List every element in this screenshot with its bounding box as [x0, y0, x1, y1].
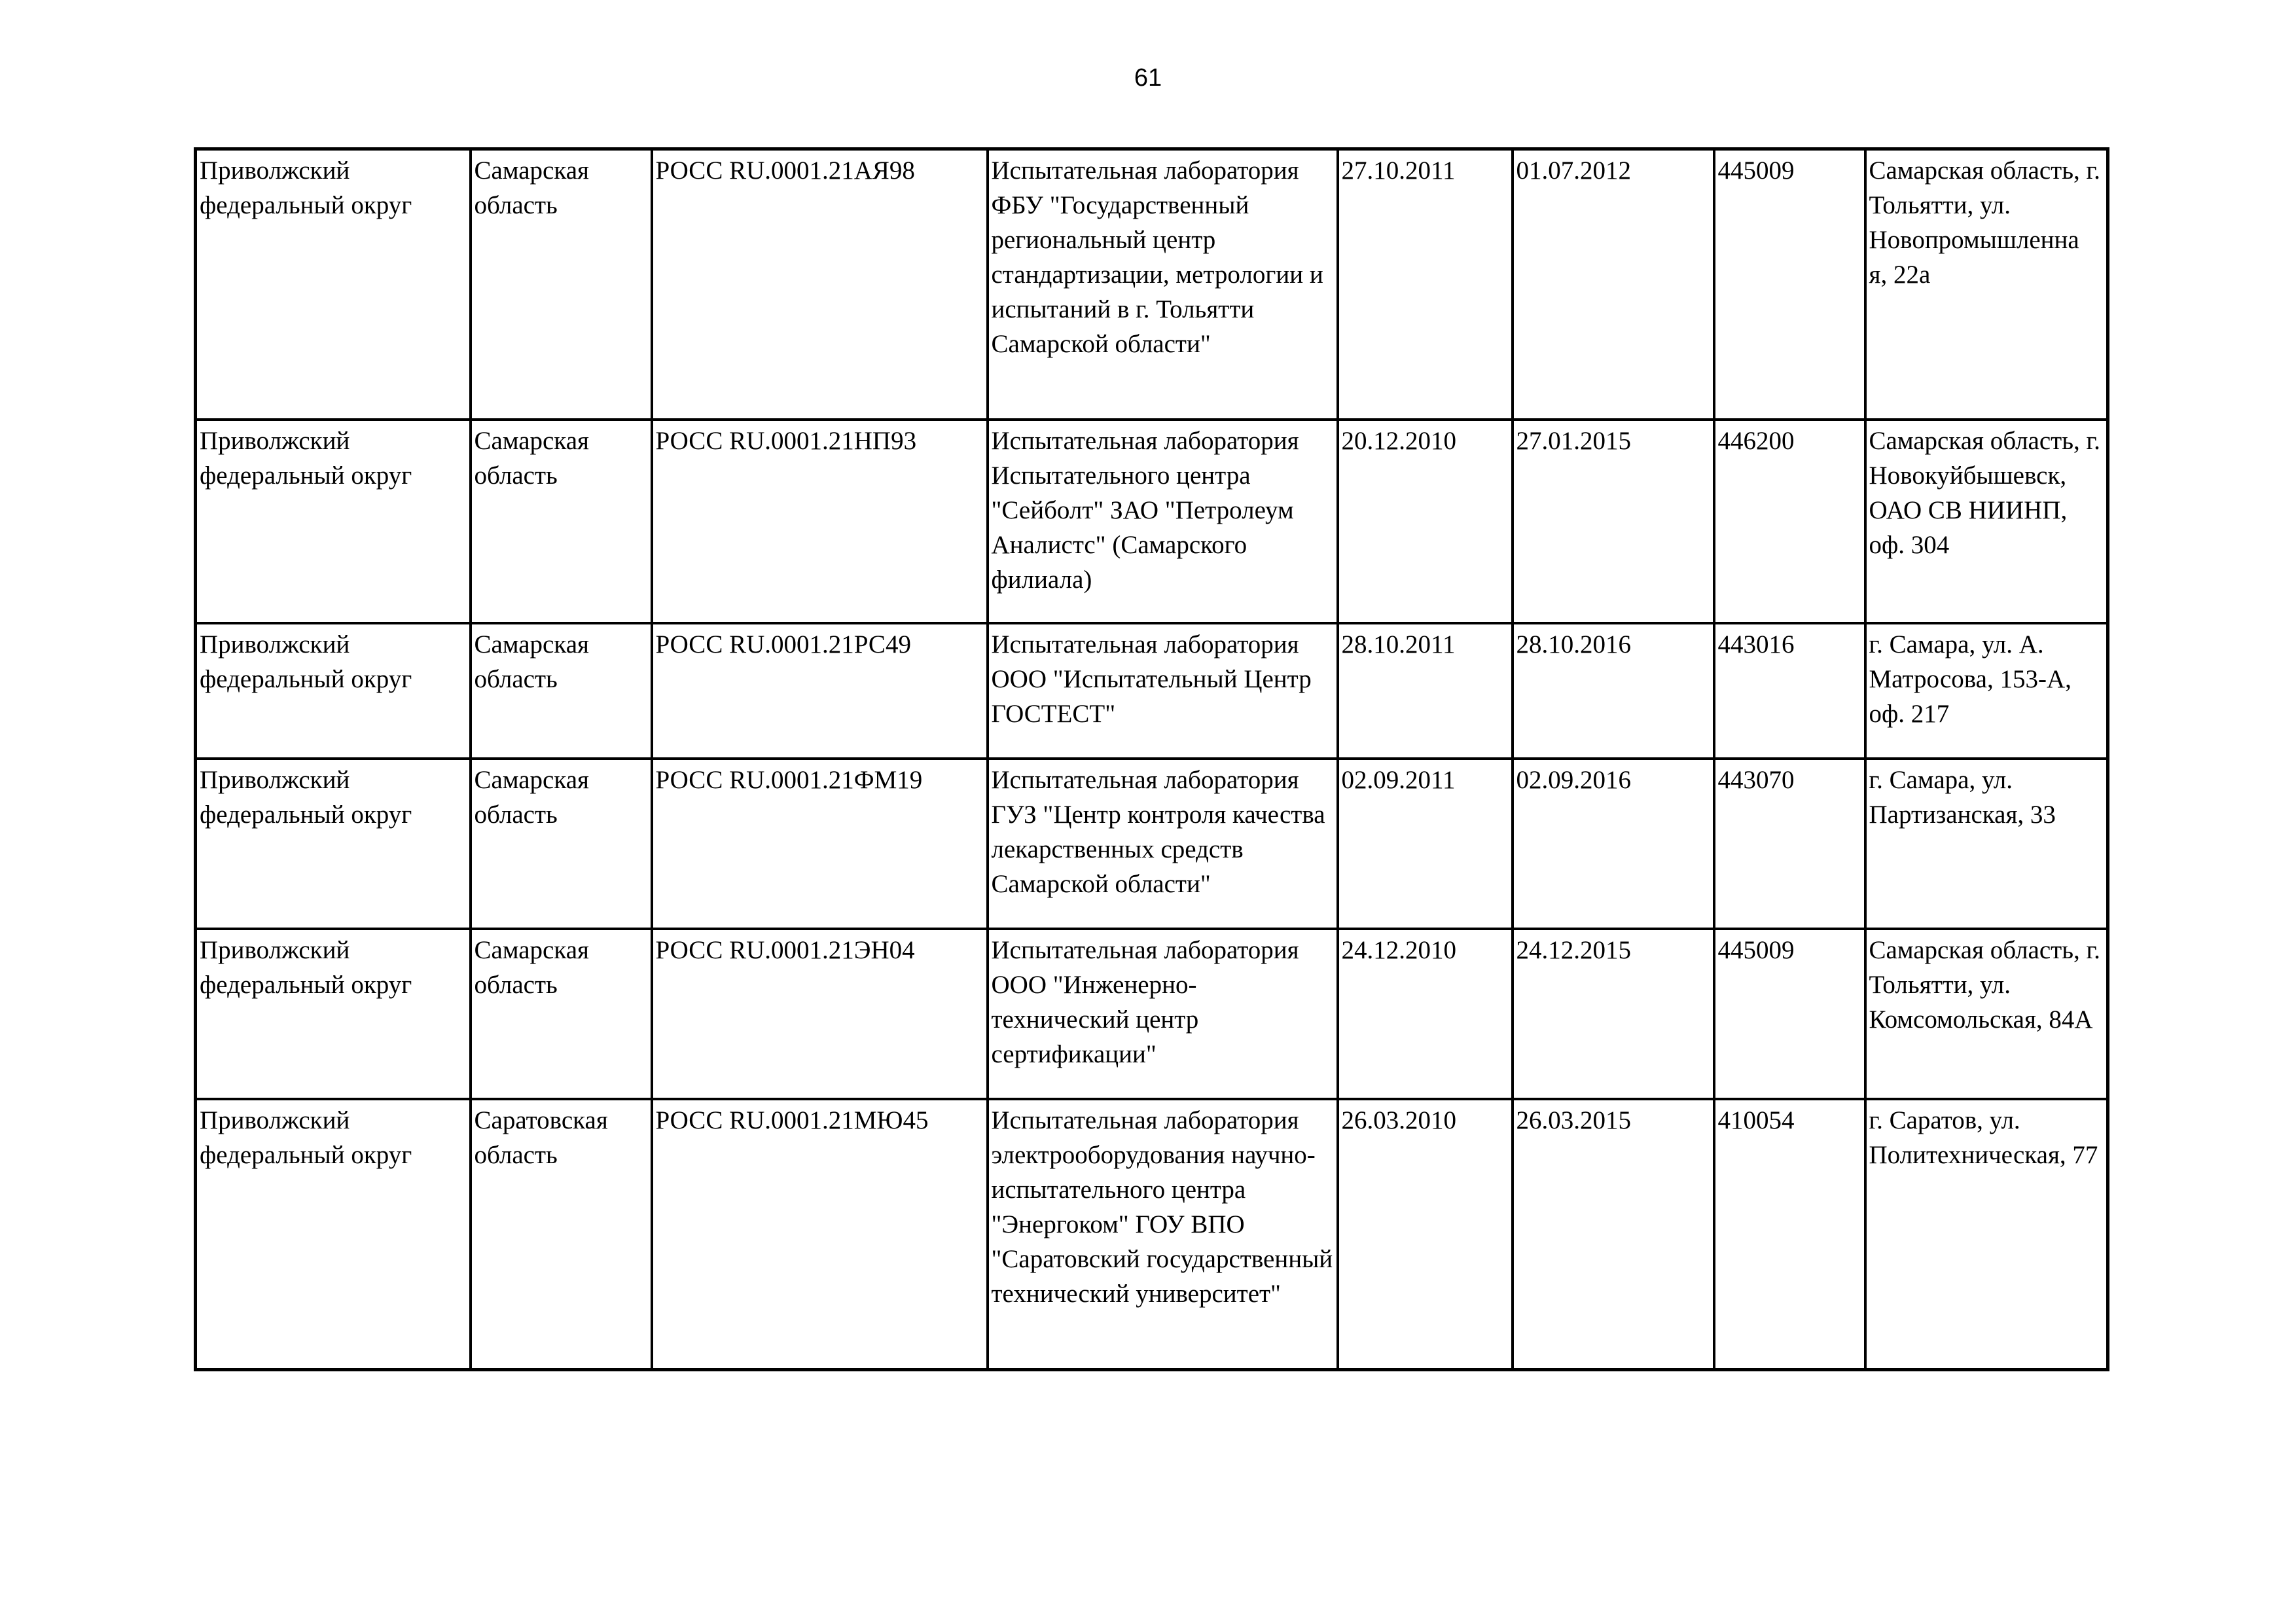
- laboratory-name-cell: Испытательная лаборатория ООО "Инженерно-технический центр сертификации": [988, 929, 1338, 1099]
- registration-number-cell: РОСС RU.0001.21НП93: [652, 420, 988, 623]
- date-from-cell: 28.10.2011: [1338, 623, 1513, 759]
- registration-number-cell: РОСС RU.0001.21МЮ45: [652, 1099, 988, 1370]
- district-cell: Приволжский федеральный округ: [196, 420, 471, 623]
- date-from-cell: 20.12.2010: [1338, 420, 1513, 623]
- registration-number-cell: РОСС RU.0001.21АЯ98: [652, 149, 988, 420]
- table-row: [196, 149, 2108, 420]
- region-cell: Самарская область: [471, 929, 652, 1099]
- date-to-cell: 26.03.2015: [1513, 1099, 1714, 1370]
- address-cell: г. Саратов, ул. Политехническая, 77: [1865, 1099, 2108, 1370]
- date-to-cell: 01.07.2012: [1513, 149, 1714, 420]
- registration-number-cell: РОСС RU.0001.21ФМ19: [652, 759, 988, 929]
- district-cell: Приволжский федеральный округ: [196, 1099, 471, 1370]
- district-cell: Приволжский федеральный округ: [196, 759, 471, 929]
- laboratory-name-cell: Испытательная лаборатория ГУЗ "Центр контроля качества лекарственных средств Самарской области": [988, 759, 1338, 929]
- postcode-cell: 445009: [1714, 149, 1865, 420]
- date-to-cell: 28.10.2016: [1513, 623, 1714, 759]
- district-cell: Приволжский федеральный округ: [196, 149, 471, 420]
- laboratory-registry-table: [194, 147, 2109, 1371]
- table-row: [196, 929, 2108, 1099]
- laboratory-name-cell: Испытательная лаборатория ФБУ "Государственный региональный центр стандартизации, метрологии и испытаний в г. Тольятти Самарской области": [988, 149, 1338, 420]
- date-to-cell: 27.01.2015: [1513, 420, 1714, 623]
- date-from-cell: 02.09.2011: [1338, 759, 1513, 929]
- region-cell: Самарская область: [471, 420, 652, 623]
- table-row: [196, 420, 2108, 623]
- district-cell: Приволжский федеральный округ: [196, 929, 471, 1099]
- registration-number-cell: РОСС RU.0001.21РС49: [652, 623, 988, 759]
- region-cell: Самарская область: [471, 759, 652, 929]
- postcode-cell: 443070: [1714, 759, 1865, 929]
- registration-number-cell: РОСС RU.0001.21ЭН04: [652, 929, 988, 1099]
- date-from-cell: 24.12.2010: [1338, 929, 1513, 1099]
- address-cell: Самарская область, г. Тольятти, ул. Комсомольская, 84А: [1865, 929, 2108, 1099]
- date-to-cell: 02.09.2016: [1513, 759, 1714, 929]
- address-cell: г. Самара, ул. Партизанская, 33: [1865, 759, 2108, 929]
- date-from-cell: 27.10.2011: [1338, 149, 1513, 420]
- postcode-cell: 446200: [1714, 420, 1865, 623]
- district-cell: Приволжский федеральный округ: [196, 623, 471, 759]
- address-cell: Самарская область, г. Тольятти, ул. Новопромышленна я, 22а: [1865, 149, 2108, 420]
- postcode-cell: 443016: [1714, 623, 1865, 759]
- date-from-cell: 26.03.2010: [1338, 1099, 1513, 1370]
- page-number: 61: [1134, 64, 1162, 92]
- address-cell: г. Самара, ул. А. Матросова, 153-А, оф. 217: [1865, 623, 2108, 759]
- region-cell: Самарская область: [471, 623, 652, 759]
- table-row: [196, 759, 2108, 929]
- date-to-cell: 24.12.2015: [1513, 929, 1714, 1099]
- table-row: [196, 623, 2108, 759]
- laboratory-name-cell: Испытательная лаборатория ООО "Испытательный Центр ГОСТЕСТ": [988, 623, 1338, 759]
- table-row: [196, 1099, 2108, 1370]
- postcode-cell: 410054: [1714, 1099, 1865, 1370]
- region-cell: Самарская область: [471, 149, 652, 420]
- region-cell: Саратовская область: [471, 1099, 652, 1370]
- postcode-cell: 445009: [1714, 929, 1865, 1099]
- laboratory-name-cell: Испытательная лаборатория Испытательного центра "Сейболт" ЗАО "Петролеум Аналистс" (Самарского филиала): [988, 420, 1338, 623]
- laboratory-name-cell: Испытательная лаборатория электрооборудования научно-испытательного центра "Энергоком" ГОУ ВПО "Саратовский государственный технический университет": [988, 1099, 1338, 1370]
- address-cell: Самарская область, г. Новокуйбышевск, ОАО СВ НИИНП, оф. 304: [1865, 420, 2108, 623]
